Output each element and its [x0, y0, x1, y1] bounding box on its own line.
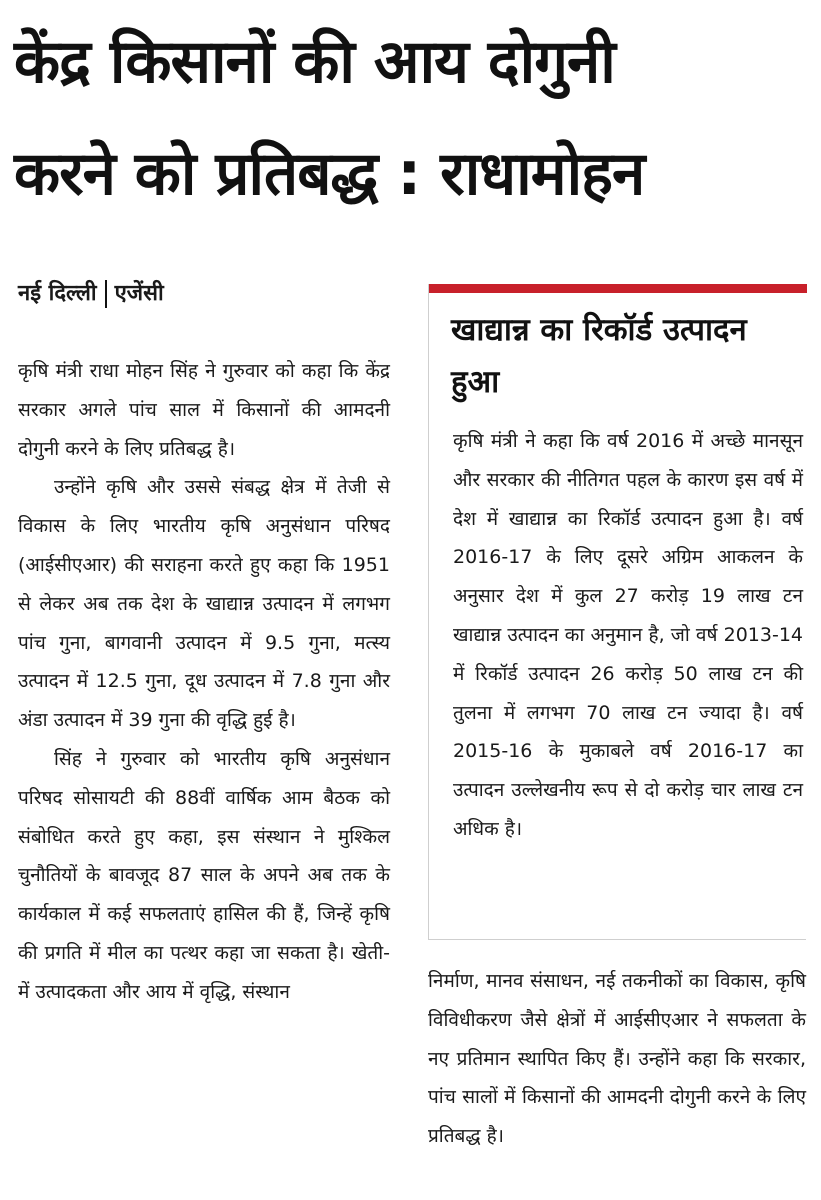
story-paragraph-1: कृषि मंत्री राधा मोहन सिंह ने गुरुवार को कहा कि केंद्र सरकार अगले पांच साल में किसानों की आमदनी दोगुनी करने के लिए प्रतिबद्ध है। — [18, 360, 390, 460]
dateline — [18, 272, 164, 316]
headline — [14, 6, 810, 230]
story-continuation: निर्माण, मानव संसाधन, नई तकनीकों का विकास, कृषि विविधीकरण जैसे क्षेत्रों में आईसीएआर ने सफलता के नए प्रतिमान स्थापित किए हैं। उन्होंने कहा कि सरकार, पांच सालों में किसानों की आमदनी दोगुनी करने के लिए प्रतिबद्ध है। — [428, 970, 806, 1148]
dateline-separator — [105, 280, 107, 308]
sidebar-title: खाद्यान्न का रिकॉर्ड उत्पादन हुआ — [451, 312, 747, 400]
story-continuation-column — [428, 962, 806, 1156]
headline-line-2: करने को प्रतिबद्ध : राधामोहन — [14, 139, 645, 209]
dateline-source: एजेंसी — [114, 281, 164, 306]
main-story-column — [18, 352, 390, 1012]
sidebar-box — [428, 284, 806, 940]
headline-line-1: केंद्र किसानों की आय दोगुनी — [14, 27, 615, 97]
dateline-place: नई दिल्ली — [18, 281, 97, 306]
sidebar-body: कृषि मंत्री ने कहा कि वर्ष 2016 में अच्छे मानसून और सरकार की नीतिगत पहल के कारण इस वर्ष में देश में खाद्यान्न का रिकॉर्ड उत्पादन हुआ है। वर्ष 2016-17 के लिए दूसरे अग्रिम आकलन के अनुसार देश में कुल 27 करोड़ 19 लाख टन खाद्यान्न उत्पादन का अनुमान है, जो वर्ष 2013-14 में रिकॉर्ड उत्पादन 26 करोड़ 50 लाख टन की तुलना में लगभग 70 लाख टन ज्यादा है। वर्ष 2015-16 के मुकाबले वर्ष 2016-17 का उत्पादन उल्लेखनीय रूप से दो करोड़ चार लाख टन अधिक है। — [453, 430, 803, 840]
sidebar-accent-bar — [429, 284, 807, 293]
story-paragraph-3: सिंह ने गुरुवार को भारतीय कृषि अनुसंधान परिषद सोसायटी की 88वीं वार्षिक आम बैठक को संबोधित करते हुए कहा, इस संस्थान ने मुश्किल चुनौतियों के बावजूद 87 साल के अपने अब तक के कार्यकाल में कई सफलताएं हासिल की हैं, जिन्हें कृषि की प्रगति में मील का पत्थर कहा जा सकता है। खेती- में उत्पादकता और आय में वृद्धि, संस्थान — [18, 747, 390, 1003]
story-paragraph-2: उन्होंने कृषि और उससे संबद्ध क्षेत्र में तेजी से विकास के लिए भारतीय कृषि अनुसंधान परिषद (आईसीएआर) की सराहना करते हुए कहा कि 1951 से लेकर अब तक देश के खाद्यान्न उत्पादन में लगभग पांच गुना, बागवानी उत्पादन में 9.5 गुना, मत्स्य उत्पादन में 12.5 गुना, दूध उत्पादन में 7.8 गुना और अंडा उत्पादन में 39 गुना की वृद्धि हुई है। — [18, 476, 390, 732]
